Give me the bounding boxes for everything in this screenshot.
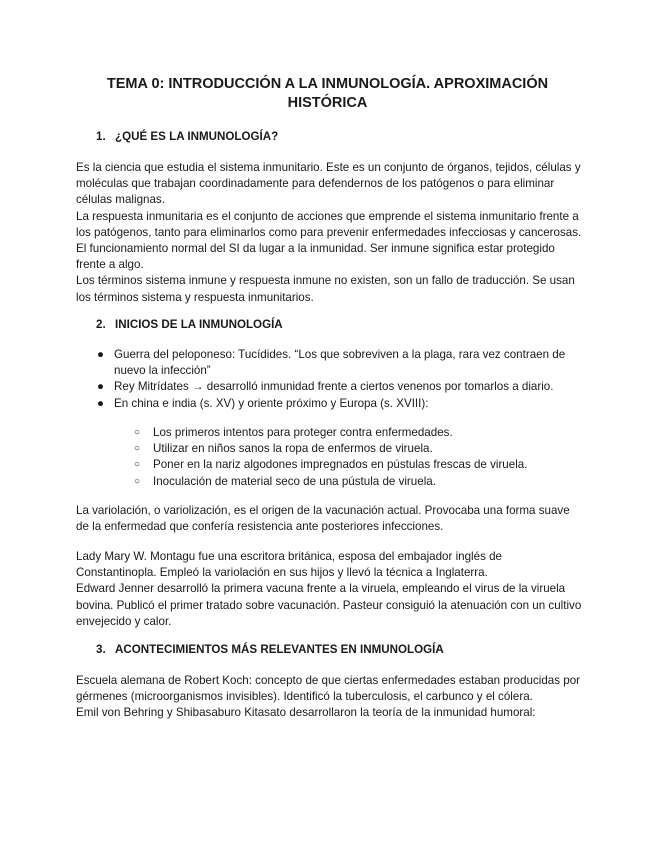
bullet-icon: ● — [97, 348, 105, 361]
list-item — [76, 441, 576, 457]
list-item — [76, 347, 576, 379]
list-item-text: Utilizar en niños sanos la ropa de enfermos de viruela. — [153, 442, 433, 456]
circle-bullet-icon: ○ — [134, 427, 141, 438]
paragraph: Escuela alemana de Robert Koch: concepto de que ciertas enfermedades estaban producidas por gérmenes (microorganismos invisibles). Identificó la tuberculosis, el carbunco y el cólera. — [76, 674, 581, 704]
section-3-body — [76, 673, 584, 722]
circle-bullet-icon: ○ — [134, 475, 141, 487]
circle-bullet-icon: ○ — [134, 459, 141, 471]
list-item — [76, 396, 576, 412]
circle-bullet-icon: ○ — [134, 443, 141, 455]
section-2-heading — [96, 317, 283, 332]
section-2-title: INICIOS DE LA INMUNOLOGÍA — [115, 318, 283, 331]
list-item-text: Los primeros intentos para proteger contra enfermedades. — [153, 426, 453, 439]
list-item-text: Poner en la nariz algodones impregnados en pústulas frescas de viruela. — [153, 458, 528, 472]
bullet-icon: ● — [97, 396, 105, 410]
list-item-text: Inoculación de material seco de una pústula de viruela. — [153, 474, 436, 488]
paragraph: La respuesta inmunitaria es el conjunto de acciones que emprende el sistema inmunitario frente a los patógenos, tanto para eliminarlos como para prevenir enfermedades infecciosas y cancerosas. El funcionamiento normal del SI da lugar a la inmunidad. Ser inmune significa estar protegido frente a algo. — [76, 209, 582, 272]
paragraph: Emil von Behring y Shibasaburo Kitasato desarrollaron la teoría de la inmunidad humoral: — [76, 706, 536, 720]
list-item — [76, 457, 576, 473]
list-item — [76, 474, 576, 490]
document-title: TEMA 0: INTRODUCCIÓN A LA INMUNOLOGÍA. APROXIMACIÓN HISTÓRICA — [106, 76, 549, 111]
section-2-number: 2. — [96, 318, 106, 331]
list-item-text: En china e india (s. XV) y oriente próximo y Europa (s. XVIII): — [114, 396, 429, 410]
section-3-number: 3. — [96, 643, 106, 656]
section-1-heading — [96, 129, 278, 144]
list-item-text: Rey Mitrídates → desarrolló inmunidad frente a ciertos venenos por tomarlos a diario. — [114, 380, 554, 394]
paragraph: La variolación, o variolización, es el origen de la vacunación actual. Provocaba una forma suave de la enfermedad que confería resistencia ante posteriores infecciones. — [76, 504, 570, 534]
paragraph: Es la ciencia que estudia el sistema inmunitario. Este es un conjunto de órganos, tejidos, células y moléculas que trabajan coordinadamente para defendernos de los patógenos o para eliminar células malignas. — [76, 161, 581, 207]
list-item-text: Guerra del peloponeso: Tucídides. “Los que sobreviven a la plaga, rara vez contraen de nuevo la infección” — [114, 348, 566, 378]
paragraph: Edward Jenner desarrolló la primera vacuna frente a la viruela, empleando el virus de la viruela bovina. Publicó el primer tratado sobre vacunación. Pasteur consiguió la atenuación con un cultivo envejecido y calor. — [76, 582, 582, 628]
section-1-title: ¿QUÉ ES LA INMUNOLOGÍA? — [115, 130, 279, 143]
section-3-title: ACONTECIMIENTOS MÁS RELEVANTES EN INMUNOLOGÍA — [115, 643, 444, 656]
list-item — [76, 379, 576, 395]
section-1-body — [76, 160, 584, 306]
bullet-list — [76, 347, 576, 412]
paragraph: Los términos sistema inmune y respuesta inmune no existen, son un fallo de traducción. Se usan los términos sistema y respuesta inmunitarios. — [76, 274, 575, 304]
list-item — [76, 425, 576, 441]
section-3-heading — [96, 642, 444, 657]
variolation-paragraph — [76, 503, 584, 535]
history-paragraph — [76, 549, 584, 630]
section-1-number: 1. — [96, 130, 106, 143]
sub-bullet-list — [76, 425, 576, 490]
bullet-icon: ● — [97, 380, 105, 394]
paragraph: Lady Mary W. Montagu fue una escritora británica, esposa del embajador inglés de Constantinopla. Empleó la variolación en sus hijos y llevó la técnica a Inglaterra. — [76, 550, 502, 580]
